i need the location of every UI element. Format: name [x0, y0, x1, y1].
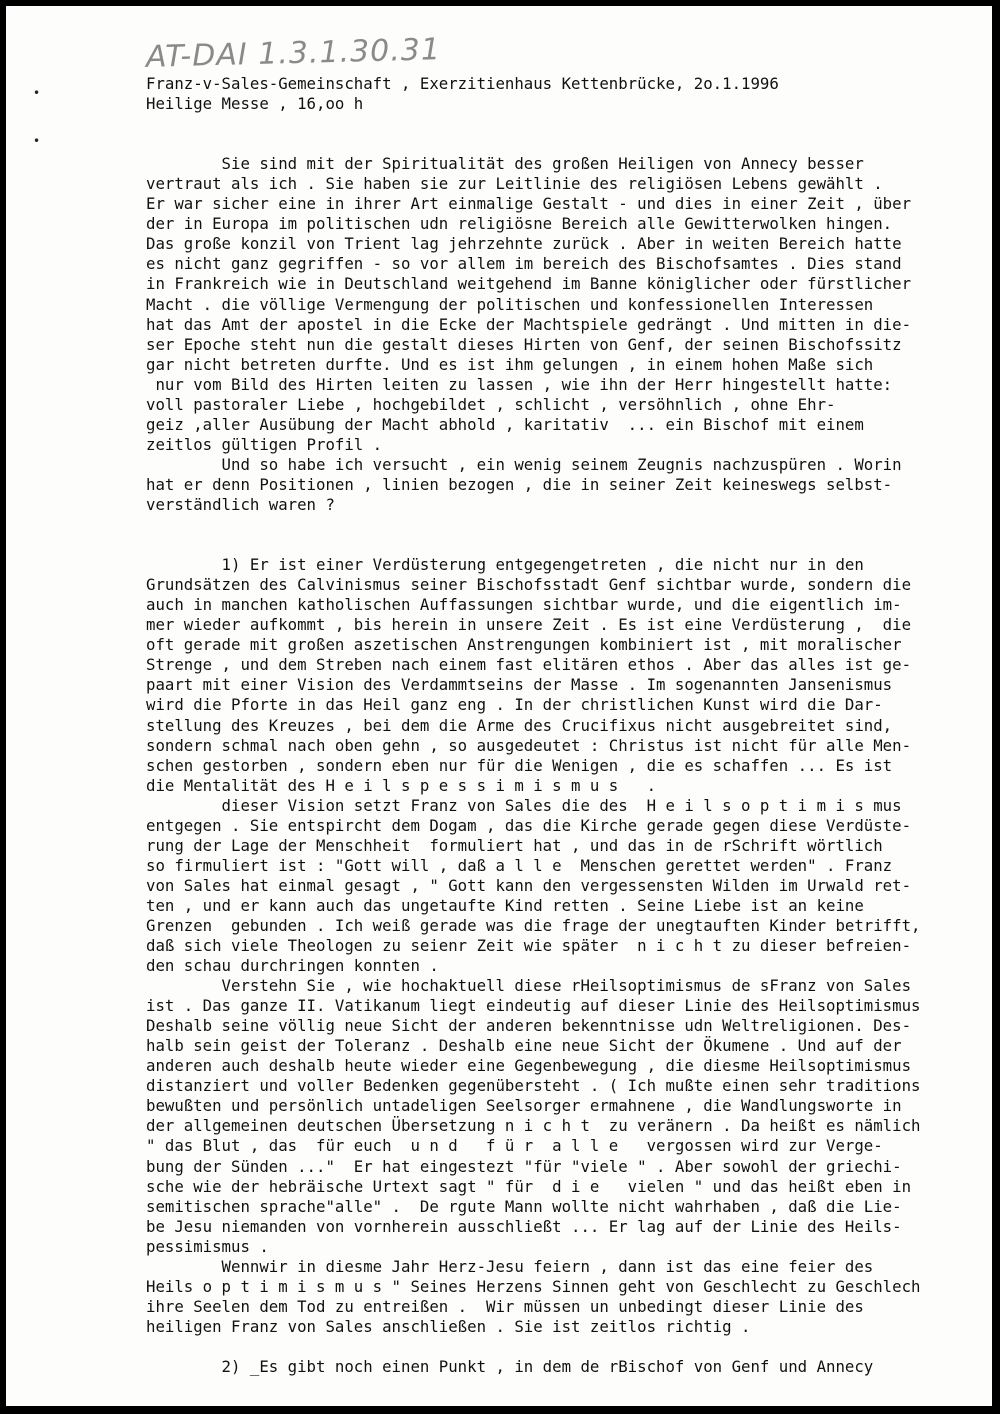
body-line: voll pastoraler Liebe , hochgebildet , schlicht , versöhnlich , ohne Ehr- — [146, 394, 836, 414]
body-line: Sie sind mit der Spiritualität des großen Heiligen von Annecy besser — [146, 154, 864, 174]
body-line: " das Blut , das für euch u n d f ü r a l l e vergossen wird zur Verge- — [146, 1136, 883, 1156]
body-line: Heils o p t i m i s m u s " Seines Herzens Sinnen geht von Geschlecht zu Geschlech — [146, 1276, 921, 1296]
body-line: stellung des Kreuzes , bei dem die Arme des Crucifixus nicht ausgebreitet sind, — [146, 715, 893, 735]
body-line: dieser Vision setzt Franz von Sales die des H e i l s o p t i m i s mus — [146, 795, 902, 815]
body-line: so firmuliert ist : "Gott will , daß a l l e Menschen gerettet werden" . Franz — [146, 855, 893, 875]
body-line: der in Europa im politischen udn religiösne Bereich alle Gewitterwolken hingen. — [146, 214, 893, 234]
body-line: hat das Amt der apostel in die Ecke der Machtspiele gedrängt . Und mitten in die- — [146, 314, 912, 334]
body-line: ist . Das ganze II. Vatikanum liegt eindeutig auf dieser Linie des Heilsoptimismus — [146, 996, 921, 1016]
body-line: Grenzen gebunden . Ich weiß gerade was die frage der unegtauften Kinder betrifft, — [146, 915, 921, 935]
document-page — [6, 6, 992, 1406]
body-line: der allgemeinen deutschen Übersetzung n i c h t zu veränern . Da heißt es nämlich — [146, 1116, 921, 1136]
body-line: verständlich waren ? — [146, 494, 335, 514]
body-line: ihre Seelen dem Tod zu entreißen . Wir müssen un unbedingt dieser Linie des — [146, 1296, 864, 1316]
body-line: bung der Sünden ..." Er hat eingestezt "für "viele " . Aber sowohl der griechi- — [146, 1156, 902, 1176]
body-line: 1) Er ist einer Verdüsterung entgegengetreten , die nicht nur in den — [146, 555, 864, 575]
body-line: mer wieder aufkommt , bis herein in unsere Zeit . Es ist eine Verdüsterung , die — [146, 615, 912, 635]
body-line: 2) _Es gibt noch einen Punkt , in dem de rBischof von Genf und Annecy — [146, 1357, 874, 1376]
body-line: daß sich viele Theologen zu seienr Zeit wie später n i c h t zu dieser befreien- — [146, 936, 912, 956]
body-line: heiligen Franz von Sales anschließen . Sie ist zeitlos richtig . — [146, 1316, 751, 1336]
body-line: wird die Pforte in das Heil ganz eng . In der christlichen Kunst wird die Dar- — [146, 695, 883, 715]
body-line: Das große konzil von Trient lag jehrzehnte zurück . Aber in weiten Bereich hatte — [146, 234, 902, 254]
punch-mark-icon: • — [33, 134, 41, 148]
body-line — [146, 515, 966, 535]
body-line: pessimismus . — [146, 1236, 269, 1256]
body-line: ten , und er kann auch das ungetaufte Kind retten . Seine Liebe ist an keine — [146, 895, 864, 915]
punch-mark-icon: • — [33, 86, 41, 100]
body-line — [146, 1337, 966, 1357]
body-line: geiz ,aller Ausübung der Macht abhold , karitativ ... ein Bischof mit einem — [146, 414, 864, 434]
body-line: sondern schmal nach oben gehn , so ausgedeutet : Christus ist nicht für alle Men- — [146, 735, 912, 755]
body-line: Und so habe ich versucht , ein wenig seinem Zeugnis nachzuspüren . Worin — [146, 454, 902, 474]
body-line: Grundsätzen des Calvinismus seiner Bischofsstadt Genf sichtbar wurde, sondern die — [146, 575, 912, 595]
body-line: entgegen . Sie entspircht dem Dogam , das die Kirche gerade gegen diese Verdüste- — [146, 815, 912, 835]
body-line: vertraut als ich . Sie haben sie zur Leitlinie des religiösen Lebens gewählt . — [146, 174, 883, 194]
header-line: Heilige Messe , 16,oo h — [146, 94, 364, 114]
body-line: be Jesu niemanden von vornherein ausschließt ... Er lag auf der Linie des Heils- — [146, 1216, 902, 1236]
body-line: schen gestorben , sondern eben nur für die Wenigen , die es schaffen ... Es ist — [146, 755, 893, 775]
body-line: von Sales hat einmal gesagt , " Gott kann den vergessensten Wilden im Urwald ret- — [146, 875, 912, 895]
body-line: hat er denn Positionen , linien bezogen , die in seiner Zeit keineswegs selbst- — [146, 474, 893, 494]
body-line: halb sein geist der Toleranz . Deshalb eine neue Sicht der Ökumene . Und auf der — [146, 1036, 902, 1056]
body-line: die Mentalität des H e i l s p e s s i m i s m u s . — [146, 775, 657, 795]
body-line: rung der Lage der Menschheit formuliert hat , und das in de rSchrift wörtlich — [146, 835, 883, 855]
body-line: Wennwir in diesme Jahr Herz-Jesu feiern , dann ist das eine feier des — [146, 1256, 874, 1276]
header-line: Franz-v-Sales-Gemeinschaft , Exerzitienhaus Kettenbrücke, 2o.1.1996 — [146, 74, 779, 93]
body-line: anderen auch deshalb heute wieder eine Gegenbewegung , die diesme Heilsoptimismus — [146, 1056, 912, 1076]
body-line: paart mit einer Vision des Verdammtseins der Masse . Im sogenannten Jansenismus — [146, 675, 893, 695]
typewritten-text — [146, 74, 966, 1377]
body-line — [146, 134, 966, 154]
body-line: den schau durchringen konnten . — [146, 956, 439, 976]
body-line — [146, 535, 966, 555]
body-line: bewußten und persönlich untadeligen Seelsorger ermahnene , die Wandlungsworte in — [146, 1096, 902, 1116]
body-line: in Frankreich wie in Deutschland weitgehend im Banne königlicher oder fürstlicher — [146, 274, 912, 294]
body-line: nur vom Bild des Hirten leiten zu lassen , wie ihn der Herr hingestellt hatte: — [146, 374, 893, 394]
body-line: Verstehn Sie , wie hochaktuell diese rHeilsoptimismus de sFranz von Sales — [146, 976, 912, 996]
body-line: distanziert und voller Bedenken gegenübersteht . ( Ich mußte einen sehr traditions — [146, 1076, 921, 1096]
body-line: es nicht ganz gegriffen - so vor allem im bereich des Bischofsamtes . Dies stand — [146, 254, 902, 274]
body-line: oft gerade mit großen aszetischen Anstrengungen kombiniert ist , mit moralischer — [146, 635, 902, 655]
body-line: gar nicht betreten durfte. Und es ist ihm gelungen , in einem hohen Maße sich — [146, 354, 874, 374]
body-line: sche wie der hebräische Urtext sagt " für d i e vielen " und das heißt eben in — [146, 1176, 912, 1196]
archive-reference-handwritten: AT-DAI 1.3.1.30.31 — [145, 32, 442, 75]
body-line: ser Epoche steht nun die gestalt dieses Hirten von Genf, der seinen Bischofssitz — [146, 334, 902, 354]
body-line: Macht . die völlige Vermengung der politischen und konfessionellen Interessen — [146, 294, 874, 314]
body-line — [146, 114, 966, 134]
body-line: Er war sicher eine in ihrer Art einmalige Gestalt - und dies in einer Zeit , über — [146, 194, 912, 214]
body-line: zeitlos gültigen Profil . — [146, 434, 383, 454]
body-line: Deshalb seine völlig neue Sicht der anderen bekenntnisse udn Weltreligionen. Des- — [146, 1016, 912, 1036]
body-line: semitischen sprache"alle" . De rgute Mann wollte nicht wahrhaben , daß die Lie- — [146, 1196, 902, 1216]
body-line: auch in manchen katholischen Auffassungen sichtbar wurde, und die eigentlich im- — [146, 595, 902, 615]
body-line: Strenge , und dem Streben nach einem fast elitären ethos . Aber das alles ist ge- — [146, 655, 912, 675]
